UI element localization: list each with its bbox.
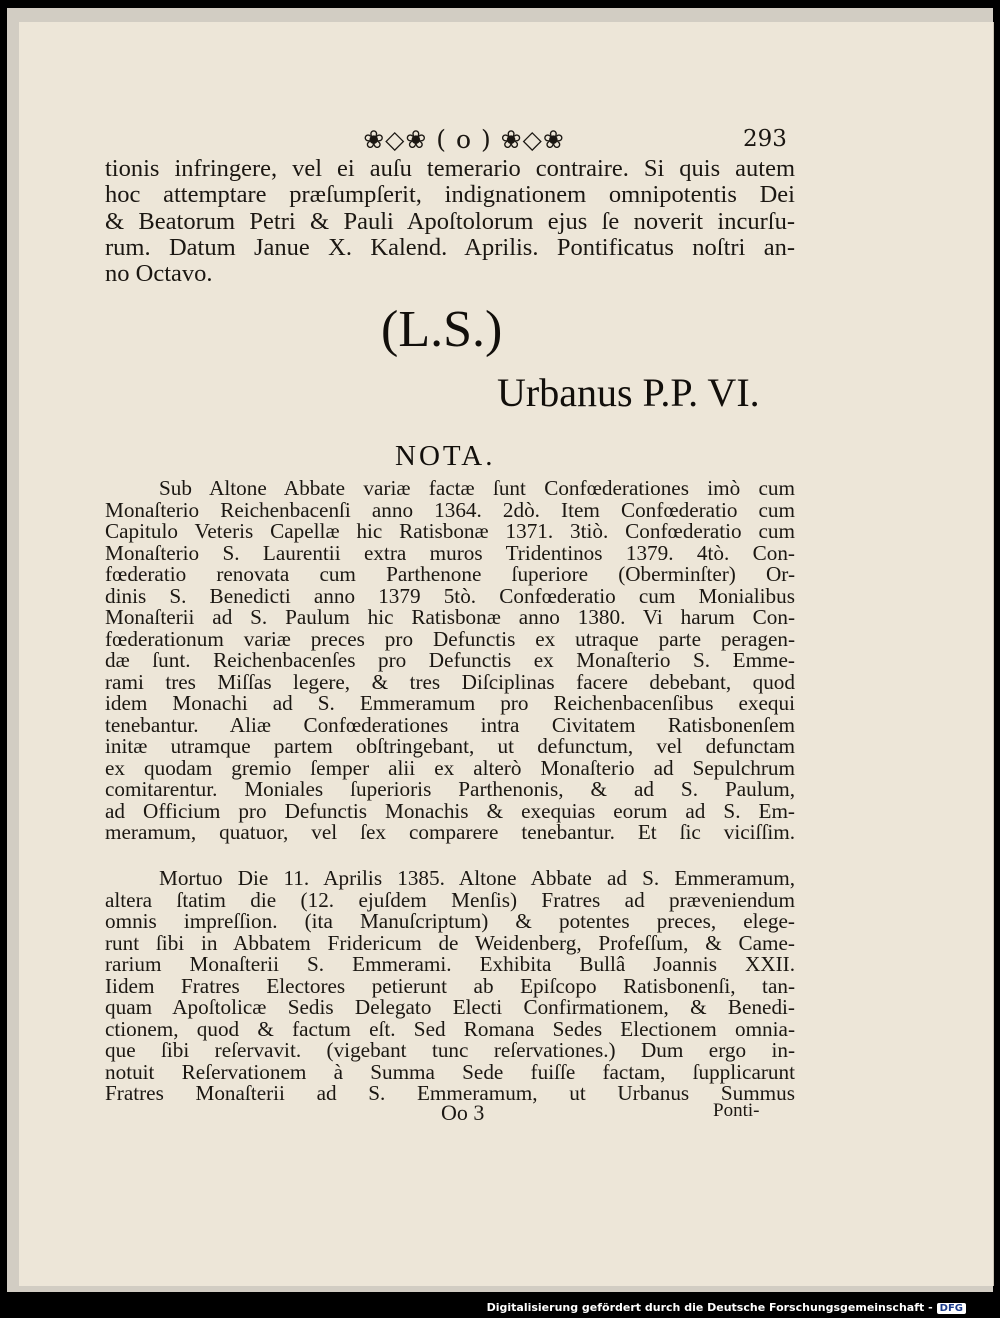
text-line: notuit Reſervationem à Summa Sede fuiſſe factam, ſupplicarunt — [105, 1059, 795, 1084]
text-line: dinis S. Benedicti anno 1379 5tò. Confœderatio cum Monialibus — [105, 583, 795, 608]
book-page — [19, 22, 994, 1286]
text-line: no Octavo. — [105, 260, 213, 288]
nota-heading: NOTA. — [395, 440, 496, 472]
text-line: rum. Datum Janue X. Kalend. Aprilis. Pontificatus noſtri an- — [105, 233, 795, 261]
text-line: Capitulo Veteris Capellæ hic Ratisbonæ 1371. 3tiò. Confœderatio cum — [105, 519, 795, 543]
text-line: Sub Altone Abbate variæ factæ ſunt Confœderationes imò cum — [159, 476, 795, 500]
text-line: tionis infringere, vel ei auſu temerario contraire. Si quis autem — [105, 155, 795, 182]
nota-paragraph — [105, 478, 795, 844]
text-line: que ſibi reſervavit. (vigebant tunc reſervationes.) Dum ergo in- — [105, 1038, 795, 1062]
text-line: ad Officium pro Defunctis Monachis & exequias eorum ad S. Em- — [105, 798, 795, 823]
text-line: tenebantur. Aliæ Confœderationes intra Civitatem Ratisbonenſem — [105, 712, 795, 737]
text-line: runt ſibi in Abbatem Fridericum de Weidenberg, Profeſſum, & Came- — [105, 930, 795, 955]
text-line: Iidem Fratres Electores petierunt ab Epiſcopo Ratisbonenſi, tan- — [105, 973, 795, 998]
text-line: initæ utramque partem obſtringebant, ut defunctum, vel defunctam — [105, 734, 795, 758]
text-line: dæ ſunt. Reichenbacenſes pro Defunctis ex Monaſterio S. Emme- — [105, 648, 795, 672]
text-line: & Beatorum Petri & Pauli Apoſtolorum ejus ſe noverit incurſu- — [105, 207, 795, 235]
header-ornament: ❀◇❀ ( o ) ❀◇❀ — [363, 125, 565, 154]
text-line: comitarentur. Moniales ſuperioris Parthenonis, & ad S. Paulum, — [105, 777, 795, 801]
text-line: meramum, quatuor, vel ſex comparere tenebantur. Et ſic viciſſim. — [105, 820, 795, 844]
text-line: Monaſterii ad S. Paulum hic Ratisbonæ anno 1380. Vi harum Con- — [105, 605, 795, 629]
continued-text — [105, 156, 795, 287]
digitization-credit — [487, 1301, 966, 1314]
scan-background — [7, 8, 993, 1292]
text-line: idem Monachi ad S. Emmeramum pro Reichenbacenſibus exequi — [105, 691, 795, 715]
page-number: 293 — [743, 126, 787, 152]
text-line: Fratres Monaſterii ad S. Emmeramum, ut Urbanus Summus — [105, 1081, 795, 1105]
text-line: ex quodam gremio ſemper alii ex alterò Monaſterio ad Sepulchrum — [105, 755, 795, 780]
text-line: fœderatio renovata cum Parthenone ſuperiore (Oberminſter) Or- — [105, 562, 795, 586]
credit-text: Digitalisierung gefördert durch die Deutsche Forschungsgemeinschaft - — [486, 1301, 933, 1314]
signature-mark: Oo 3 — [441, 1100, 485, 1125]
text-line: quam Apoſtolicæ Sedis Delegato Electi Confirmationem, & Benedi- — [105, 995, 795, 1019]
text-line: hoc attemptare præſumpſerit, indignationem omnipotentis Dei — [105, 181, 795, 209]
catchword: Ponti- — [713, 1100, 760, 1121]
text-line: altera ſtatim die (12. ejuſdem Menſis) Fratres ad præveniendum — [105, 887, 795, 912]
seal-mark: (L.S.) — [381, 301, 503, 358]
text-line: fœderationum variæ preces pro Defunctis ex utraque parte peragen- — [105, 626, 795, 651]
text-line: omnis impreſſion. (ita Manuſcriptum) & potentes preces, elege- — [105, 909, 795, 933]
mortuo-paragraph — [105, 868, 795, 1105]
text-line: rami tres Miſſas legere, & tres Diſciplinas facere debebant, quod — [105, 669, 795, 694]
text-line: Monaſterio Reichenbacenſi anno 1364. 2dò. Item Confœderatio cum — [105, 497, 795, 522]
text-line: Monaſterio S. Laurentii extra muros Tridentinos 1379. 4tò. Con- — [105, 540, 795, 565]
text-line: ctionem, quod & factum eſt. Sed Romana Sedes Electionem omnia- — [105, 1016, 795, 1041]
text-line: Mortuo Die 11. Aprilis 1385. Altone Abbate ad S. Emmeramum, — [159, 866, 795, 890]
text-line: rarium Monaſterii S. Emmerami. Exhibita Bullâ Joannis XXII. — [105, 952, 795, 976]
papal-signature: Urbanus P.P. VI. — [497, 370, 760, 415]
dfg-logo: DFG — [937, 1303, 966, 1314]
